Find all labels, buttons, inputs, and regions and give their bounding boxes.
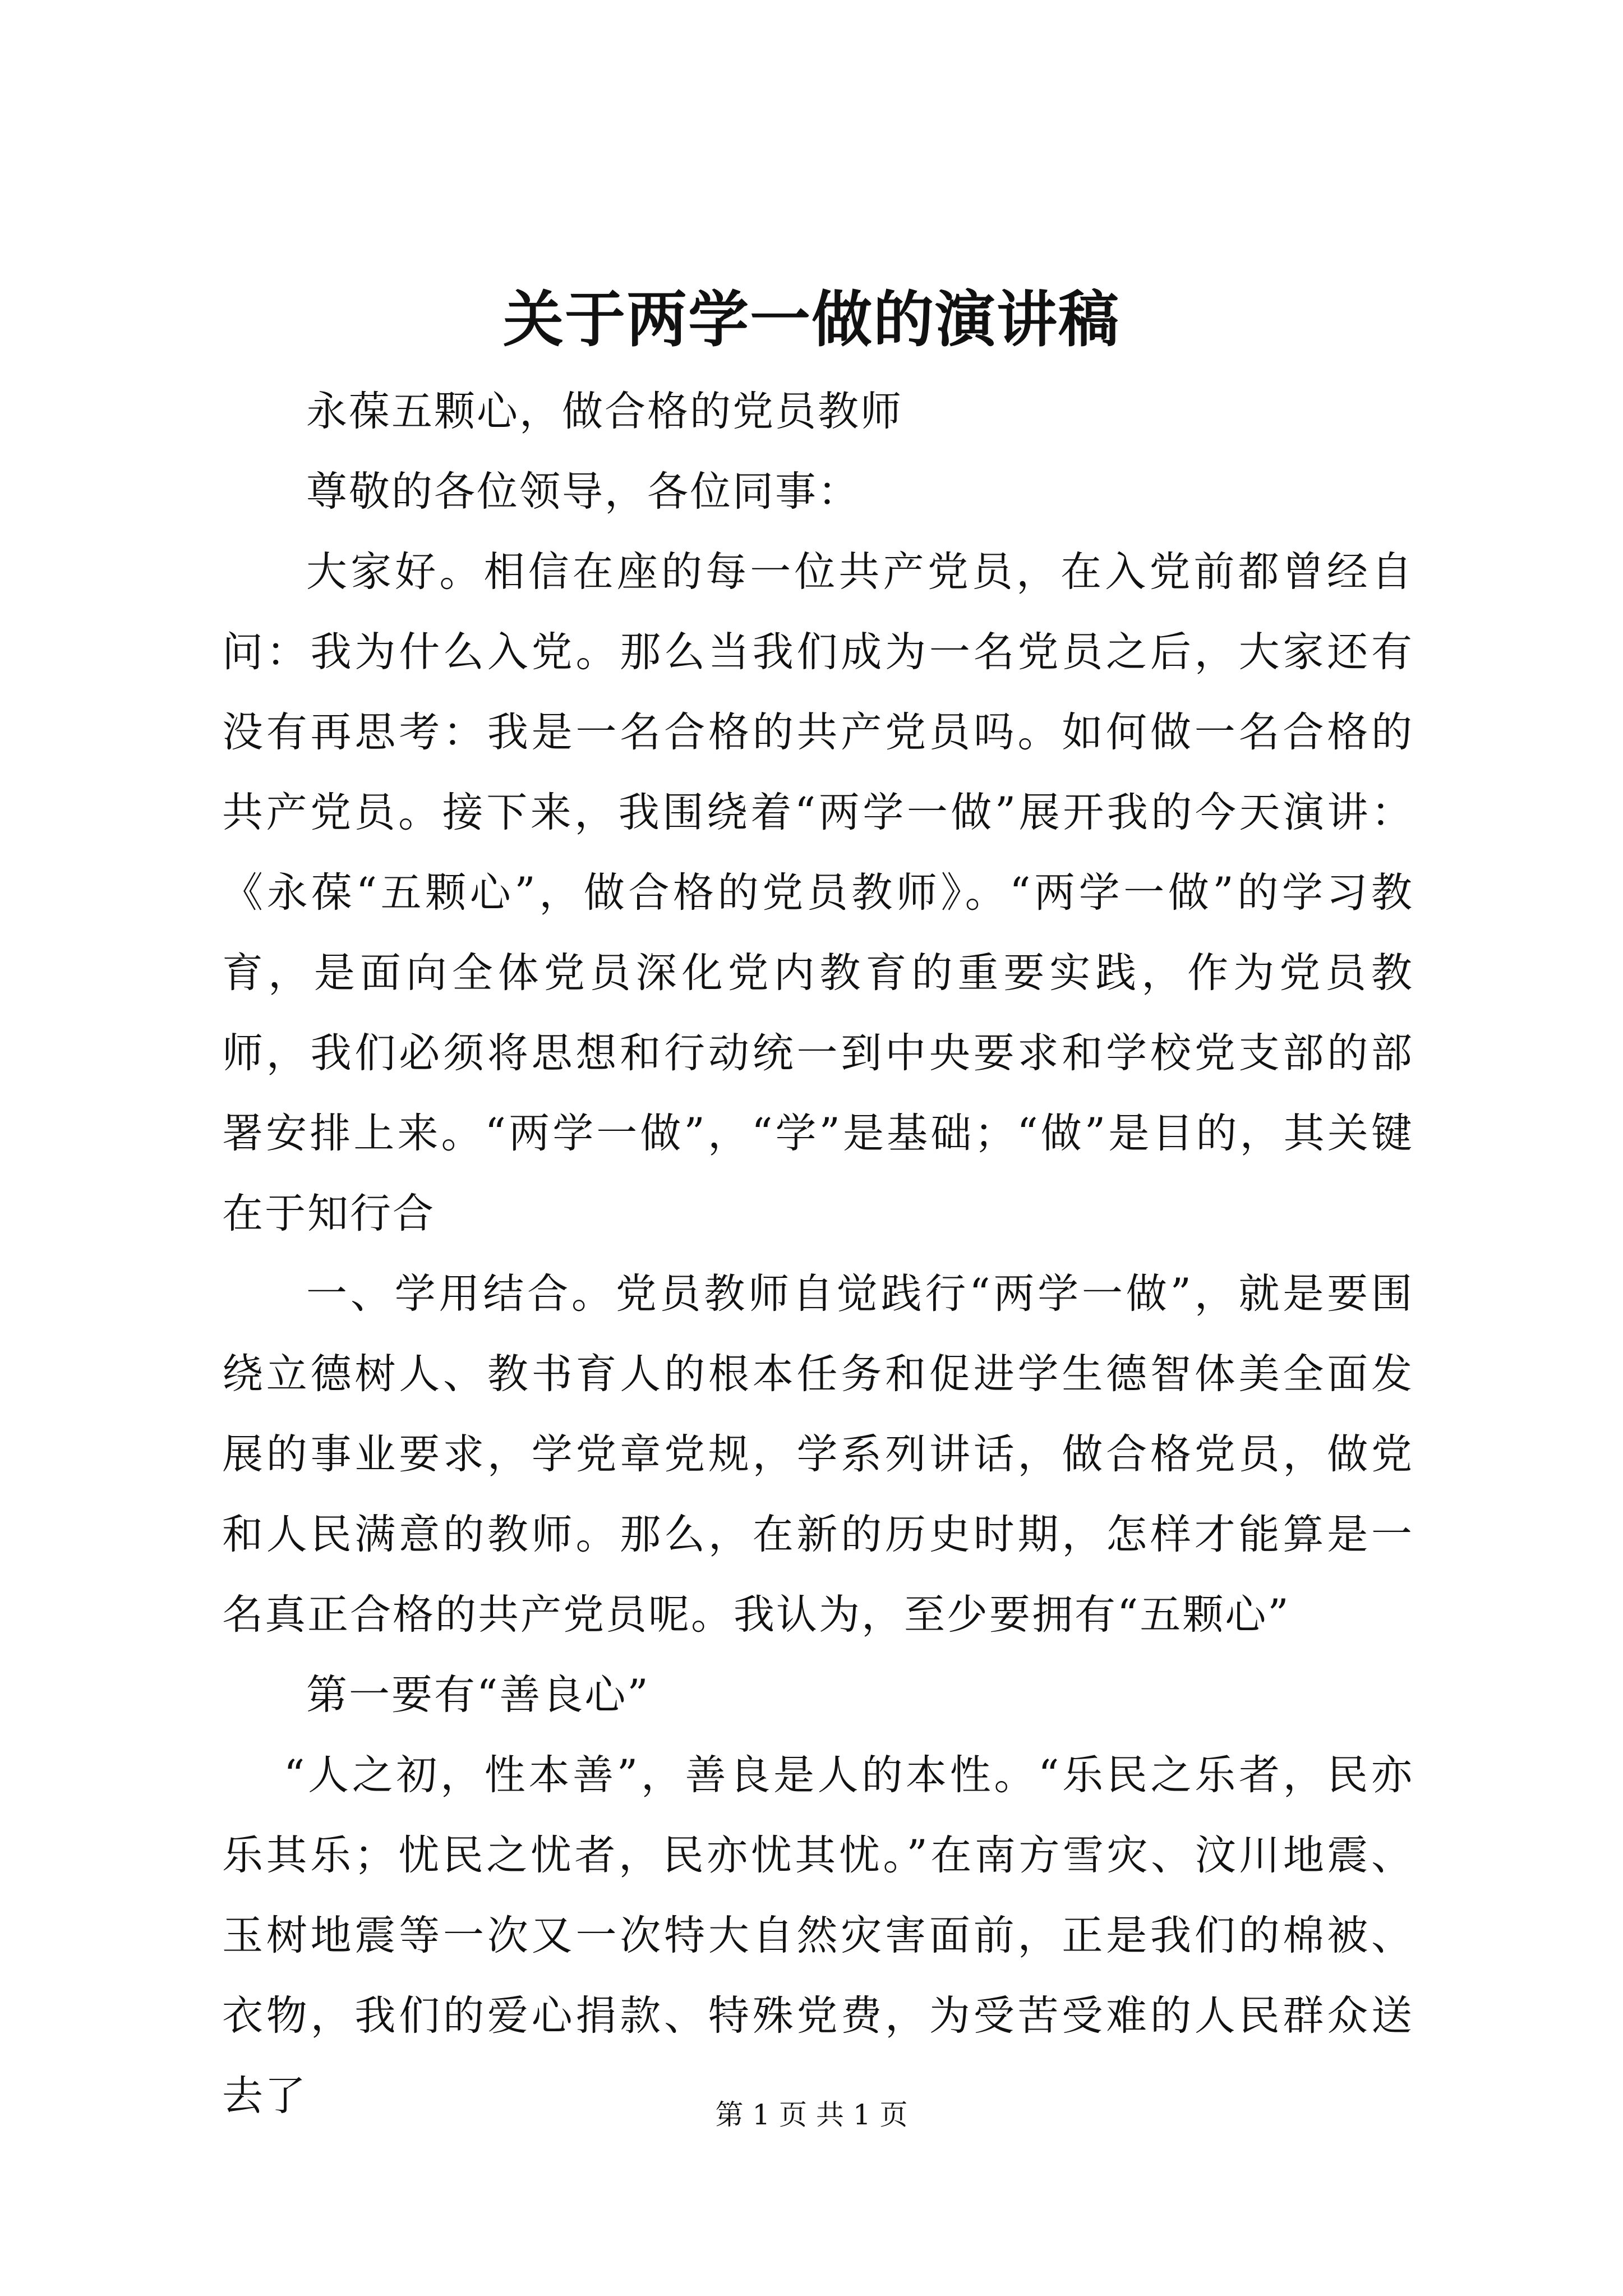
intro-paragraph: 大家好。相信在座的每一位共产党员，在入党前都曾经自问：我为什么入党。那么当我们成为一名党员之后，大家还有没有再思考：我是一名合格的共产党员吗。如何做一名合格的共产党员。接下来，我围绕着“两学一做”展开我的今天演讲：《永葆“五颗心”，做合格的党员教师》。“两学一做”的学习教育，是面向全体党员深化党内教育的重要实践，作为党员教师，我们必须将思想和行动统一到中央要求和学校党支部的部署安排上来。“两学一做”，“学”是基础；“做”是目的，其关键在于知行合 [222,548,1414,1237]
kindness-body-paragraph: “人之初，性本善”，善良是人的本性。“乐民之乐者，民亦乐其乐；忧民之忧者，民亦忧其忧。”在南方雪灾、汶川地震、玉树地震等一次又一次特大自然灾害面前，正是我们的棉被、衣物，我们的爱心捐款、特殊党费，为受苦受难的人民群众送去了 [222,1751,1414,2120]
salutation-paragraph: 尊敬的各位领导，各位同事： [306,468,860,516]
document-title: 关于两学一做的演讲稿 [502,284,1120,355]
heading-kindness-paragraph: 第一要有“善良心” [306,1671,650,1719]
page-footer: 第 1 页 共 1 页 [715,2099,908,2131]
document-body [222,371,1414,2136]
section-one-paragraph: 一、学用结合。党员教师自觉践行“两学一做”，就是要围绕立德树人、教书育人的根本任务和促进学生德智体美全面发展的事业要求，学党章党规，学系列讲话，做合格党员，做党和人民满意的教师。那么，在新的历史时期，怎样才能算是一名真正合格的共产党员呢。我认为，至少要拥有“五颗心” [222,1270,1414,1639]
subtitle-paragraph: 永葆五颗心，做合格的党员教师 [306,388,903,435]
